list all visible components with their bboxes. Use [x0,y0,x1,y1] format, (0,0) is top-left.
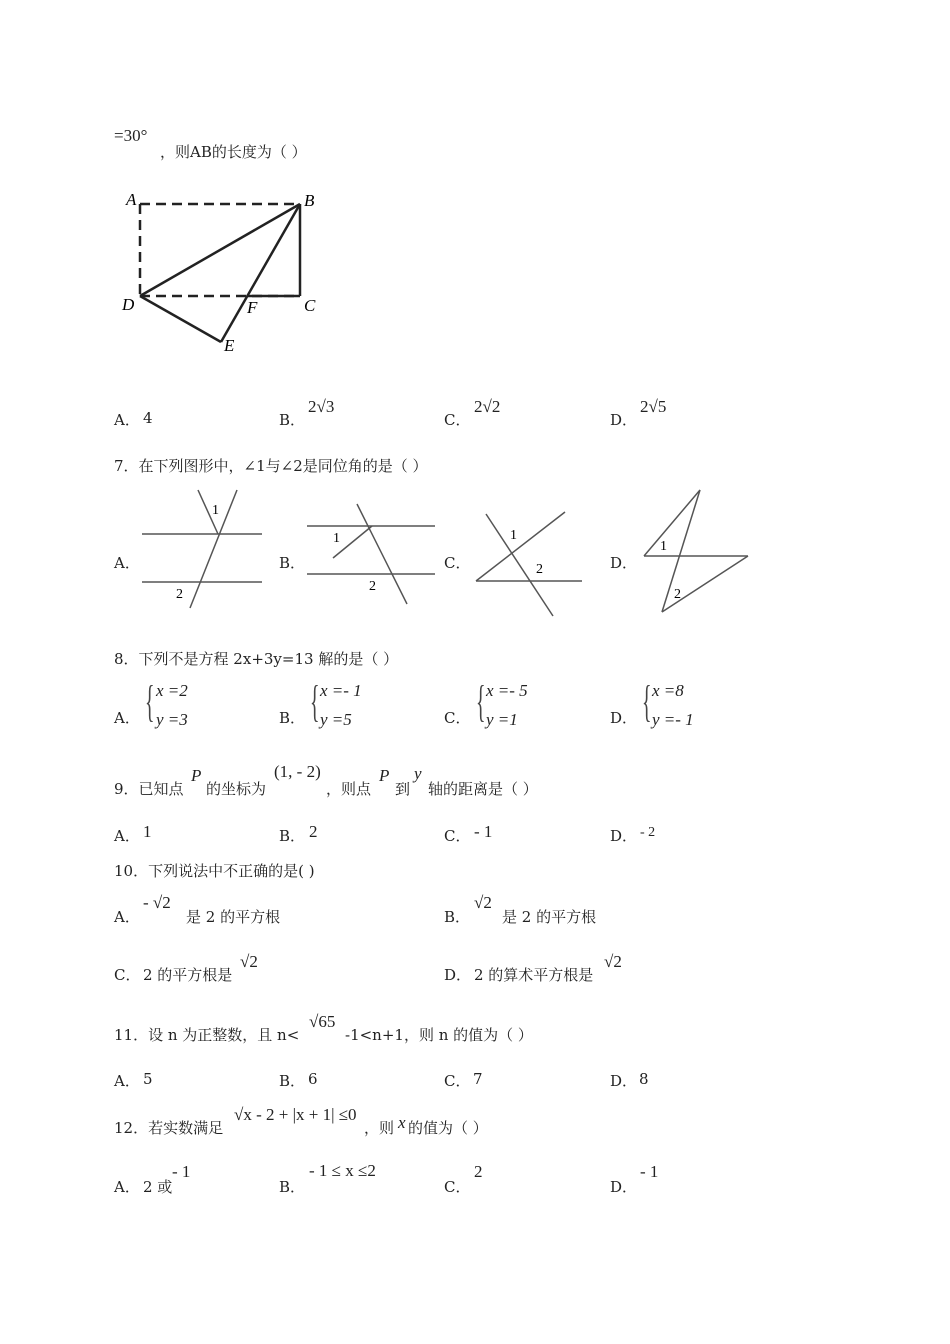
q12-stem-c: 的值为（ ） [408,1119,488,1137]
q9-stem-e: 轴的距离是（ ） [428,780,538,798]
q10-option-a-label[interactable]: A． [114,908,140,926]
q12-stem-b: ，则 [364,1119,395,1137]
coordinate: (1, - 2) [274,762,321,781]
angle-value: =30° [114,126,148,145]
q10-option-a-text: 是 2 的平方根 [186,908,281,926]
label-E: E [224,336,235,355]
q9-option-a-value: 1 [143,822,152,841]
q8-option-c-y: y =1 [486,710,518,729]
variable-x: x [398,1113,406,1132]
point-p: P [191,766,202,785]
q9-option-b-value: 2 [309,822,318,841]
q6-option-a-value: 4 [143,409,153,427]
q7-figure-c [470,505,610,645]
angle-1: 1 [333,531,340,546]
q9-option-a-label[interactable]: A． [114,827,140,845]
q12-expression: √x - 2 + |x + 1| ≤0 [234,1105,357,1124]
q11-option-b-label[interactable]: B． [279,1072,306,1090]
angle-2: 2 [674,587,681,602]
label-C: C [304,296,316,315]
q6-stem: ，则AB的长度为（ ） [160,143,307,161]
q10-option-c-math: √2 [240,952,258,971]
brace-icon: { [642,677,652,726]
q6-figure [110,185,330,365]
q11-option-a-label[interactable]: A． [114,1072,140,1090]
q12-option-a-label[interactable]: A． [114,1178,140,1196]
q10-option-b-text: 是 2 的平方根 [502,908,597,926]
angle-2: 2 [369,579,376,594]
q10-option-c-text: 2 的平方根是 [143,966,233,984]
q8-option-d-x: x =8 [652,681,684,700]
q12-option-a-text: 2 或 [143,1178,173,1196]
brace-icon: { [145,677,155,726]
q9-option-d-label[interactable]: D． [610,827,638,845]
axis-y: y [414,764,422,783]
q8-option-b-label[interactable]: B． [279,709,306,727]
q6-option-c-value: 2√2 [474,397,501,416]
q8-option-a-x: x =2 [156,681,188,700]
q7-option-c-label[interactable]: C． [444,554,471,572]
q10-option-b-math: √2 [474,893,492,912]
q7-stem: 7．在下列图形中，∠1与∠2是同位角的是（ ） [114,457,428,475]
q9-option-d-value: - 2 [640,825,656,840]
q7-figure-d [640,488,760,628]
q11-option-c-value: 7 [473,1070,483,1088]
angle-1: 1 [510,528,517,543]
q10-option-d-math: √2 [604,952,622,971]
q7-figure-b [305,490,445,620]
q11-option-b-value: 6 [308,1070,318,1088]
q11-stem-b: -1<n+1，则 n 的值为（ ） [345,1026,533,1044]
q12-option-a-math: - 1 [172,1162,191,1181]
label-D: D [122,295,135,314]
q7-figure-a [140,488,270,618]
label-F: F [247,298,258,317]
q6-option-b-label[interactable]: B． [279,411,306,429]
q10-option-d-text: 2 的算术平方根是 [474,966,594,984]
q12-option-c-label[interactable]: C． [444,1178,471,1196]
q9-stem-a: 9．已知点 [114,780,184,798]
sqrt-65: √65 [309,1012,336,1031]
q8-option-a-y: y =3 [156,710,188,729]
angle-2: 2 [176,587,183,602]
q11-option-a-value: 5 [143,1070,153,1088]
q8-option-d-y: y =- 1 [652,710,694,729]
q6-option-a-label[interactable]: A． [114,411,140,429]
q8-option-c-label[interactable]: C． [444,709,471,727]
q12-option-c-math: 2 [474,1162,483,1181]
q7-option-d-label[interactable]: D． [610,554,638,572]
q12-option-b-math: - 1 ≤ x ≤2 [309,1161,376,1180]
q7-option-a-label[interactable]: A． [114,554,140,572]
q10-option-d-label[interactable]: D． [444,966,472,984]
q12-option-b-label[interactable]: B． [279,1178,306,1196]
angle-2: 2 [536,562,543,577]
q8-option-a-label[interactable]: A． [114,709,140,727]
q11-stem-a: 11．设 n 为正整数，且 n< [114,1026,300,1044]
q8-stem: 8．下列不是方程 2x+3y=13 解的是（ ） [114,650,399,668]
q8-option-c-x: x =- 5 [486,681,528,700]
q9-option-c-value: - 1 [474,822,493,841]
q6-option-d-value: 2√5 [640,397,667,416]
q8-option-b-y: y =5 [320,710,352,729]
q10-option-b-label[interactable]: B． [444,908,471,926]
q6-option-b-value: 2√3 [308,397,335,416]
q10-option-c-label[interactable]: C． [114,966,141,984]
angle-1: 1 [660,539,667,554]
angle-1: 1 [212,503,219,518]
q10-stem: 10．下列说法中不正确的是( ) [114,862,315,880]
brace-icon: { [476,677,486,726]
q6-option-c-label[interactable]: C． [444,411,471,429]
q7-option-b-label[interactable]: B． [279,554,306,572]
q9-stem-c: ，则点 [326,780,372,798]
q9-option-b-label[interactable]: B． [279,827,306,845]
q8-option-d-label[interactable]: D． [610,709,638,727]
q11-option-d-label[interactable]: D． [610,1072,638,1090]
q11-option-d-value: 8 [639,1070,649,1088]
q12-stem-a: 12．若实数满足 [114,1119,224,1137]
label-A: A [126,190,137,209]
q12-option-d-label[interactable]: D． [610,1178,638,1196]
q11-option-c-label[interactable]: C． [444,1072,471,1090]
q12-option-d-math: - 1 [640,1162,659,1181]
label-B: B [304,191,315,210]
q10-option-a-math: - √2 [143,893,171,912]
q8-option-b-x: x =- 1 [320,681,362,700]
q6-option-d-label[interactable]: D． [610,411,638,429]
point-p: P [379,766,390,785]
q9-stem-d: 到 [395,780,411,798]
brace-icon: { [310,677,320,726]
q9-option-c-label[interactable]: C． [444,827,471,845]
q9-stem-b: 的坐标为 [206,780,267,798]
